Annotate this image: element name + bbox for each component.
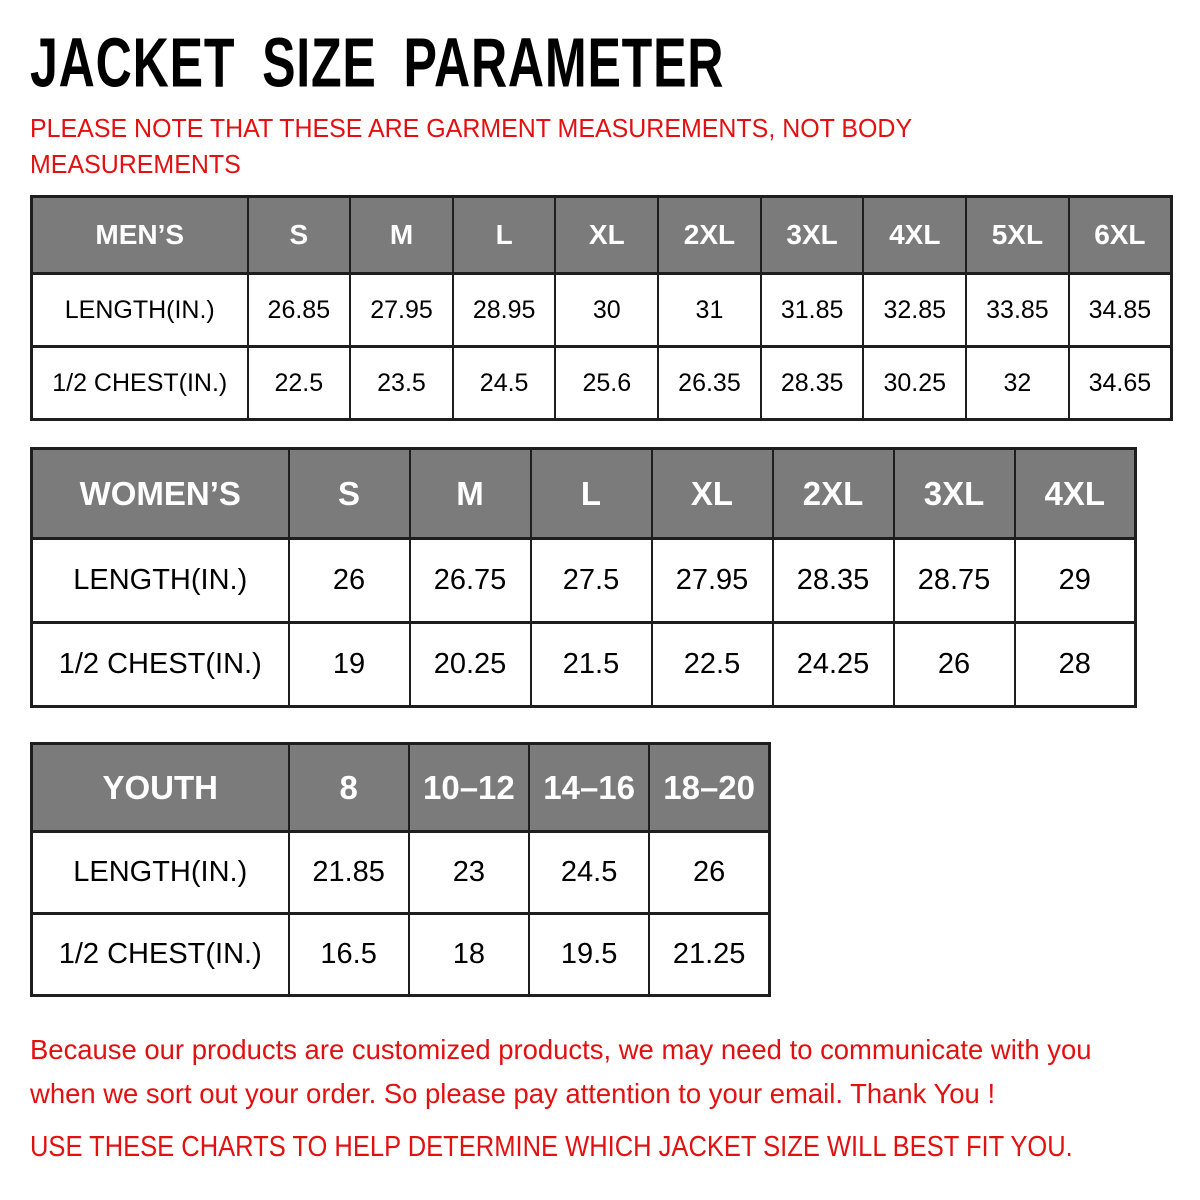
size-header-cell: 3XL <box>894 449 1015 539</box>
measurement-label: LENGTH(IN.) <box>32 274 248 347</box>
garment-measurement-note <box>30 110 912 182</box>
table-row <box>32 274 1172 347</box>
measurement-value: 23 <box>409 832 529 914</box>
measurement-value: 26 <box>894 623 1015 707</box>
womens-group-label: WOMEN’S <box>32 449 289 539</box>
measurement-value: 21.5 <box>531 623 652 707</box>
measurement-value: 32.85 <box>863 274 966 347</box>
measurement-value: 28.95 <box>453 274 556 347</box>
mens-group-label: MEN’S <box>32 197 248 274</box>
measurement-value: 34.65 <box>1069 347 1172 420</box>
table-row <box>32 623 1136 707</box>
measurement-value: 28.35 <box>761 347 864 420</box>
measurement-value: 22.5 <box>652 623 773 707</box>
measurement-value: 30.25 <box>863 347 966 420</box>
measurement-value: 33.85 <box>966 274 1069 347</box>
measurement-value: 26 <box>649 832 769 914</box>
measurement-value: 28.75 <box>894 539 1015 623</box>
size-header-cell: XL <box>652 449 773 539</box>
size-header-cell: 5XL <box>966 197 1069 274</box>
measurement-value: 29 <box>1015 539 1136 623</box>
footer-para1-line1: Because our products are customized products, we may need to communicate with you <box>30 1034 1092 1065</box>
size-header-cell: S <box>248 197 351 274</box>
mens-size-table-wrap <box>30 195 1173 421</box>
measurement-value: 24.5 <box>529 832 649 914</box>
measurement-value: 30 <box>555 274 658 347</box>
measurement-value: 27.5 <box>531 539 652 623</box>
womens-header-row <box>32 449 1136 539</box>
measurement-value: 26.35 <box>658 347 761 420</box>
measurement-value: 24.25 <box>773 623 894 707</box>
table-row <box>32 539 1136 623</box>
measurement-label: 1/2 CHEST(IN.) <box>32 914 289 996</box>
measurement-value: 32 <box>966 347 1069 420</box>
measurement-value: 31.85 <box>761 274 864 347</box>
size-header-cell: L <box>531 449 652 539</box>
mens-size-table <box>30 195 1173 421</box>
measurement-value: 23.5 <box>350 347 453 420</box>
measurement-label: 1/2 CHEST(IN.) <box>32 347 248 420</box>
youth-group-label: YOUTH <box>32 744 289 832</box>
table-row <box>32 347 1172 420</box>
measurement-label: 1/2 CHEST(IN.) <box>32 623 289 707</box>
size-header-cell: M <box>410 449 531 539</box>
measurement-value: 34.85 <box>1069 274 1172 347</box>
measurement-value: 26.85 <box>248 274 351 347</box>
measurement-value: 28 <box>1015 623 1136 707</box>
measurement-value: 19 <box>289 623 410 707</box>
use-charts-note: USE THESE CHARTS TO HELP DETERMINE WHICH JACKET SIZE WILL BEST FIT YOU. <box>30 1131 1073 1163</box>
measurement-value: 27.95 <box>652 539 773 623</box>
size-header-cell: S <box>289 449 410 539</box>
measurement-label: LENGTH(IN.) <box>32 832 289 914</box>
measurement-value: 25.6 <box>555 347 658 420</box>
measurement-value: 20.25 <box>410 623 531 707</box>
size-header-cell: 4XL <box>1015 449 1136 539</box>
size-header-cell: 4XL <box>863 197 966 274</box>
size-header-cell: 6XL <box>1069 197 1172 274</box>
measurement-value: 26.75 <box>410 539 531 623</box>
measurement-value: 21.85 <box>289 832 409 914</box>
table-row <box>32 914 770 996</box>
youth-size-table <box>30 742 771 997</box>
youth-size-table-wrap <box>30 742 771 997</box>
footer-para1-line2: when we sort out your order. So please pay attention to your email. Thank You ! <box>30 1078 996 1109</box>
size-header-cell: 18–20 <box>649 744 769 832</box>
measurement-label: LENGTH(IN.) <box>32 539 289 623</box>
measurement-value: 22.5 <box>248 347 351 420</box>
womens-size-table <box>30 447 1137 708</box>
note-line-2: MEASUREMENTS <box>30 149 241 179</box>
mens-header-row <box>32 197 1172 274</box>
size-header-cell: 2XL <box>773 449 894 539</box>
measurement-value: 24.5 <box>453 347 556 420</box>
size-header-cell: 8 <box>289 744 409 832</box>
size-header-cell: 10–12 <box>409 744 529 832</box>
measurement-value: 19.5 <box>529 914 649 996</box>
womens-size-table-wrap <box>30 447 1137 708</box>
size-header-cell: M <box>350 197 453 274</box>
youth-header-row <box>32 744 770 832</box>
measurement-value: 18 <box>409 914 529 996</box>
measurement-value: 27.95 <box>350 274 453 347</box>
size-header-cell: L <box>453 197 556 274</box>
size-header-cell: 3XL <box>761 197 864 274</box>
size-header-cell: 2XL <box>658 197 761 274</box>
table-row <box>32 832 770 914</box>
measurement-value: 31 <box>658 274 761 347</box>
size-header-cell: XL <box>555 197 658 274</box>
measurement-value: 16.5 <box>289 914 409 996</box>
measurement-value: 26 <box>289 539 410 623</box>
page-title: JACKET SIZE PARAMETER <box>30 23 725 102</box>
measurement-value: 21.25 <box>649 914 769 996</box>
note-line-1: PLEASE NOTE THAT THESE ARE GARMENT MEASUREMENTS, NOT BODY <box>30 113 913 143</box>
customized-products-note <box>30 1028 1092 1116</box>
size-header-cell: 14–16 <box>529 744 649 832</box>
measurement-value: 28.35 <box>773 539 894 623</box>
